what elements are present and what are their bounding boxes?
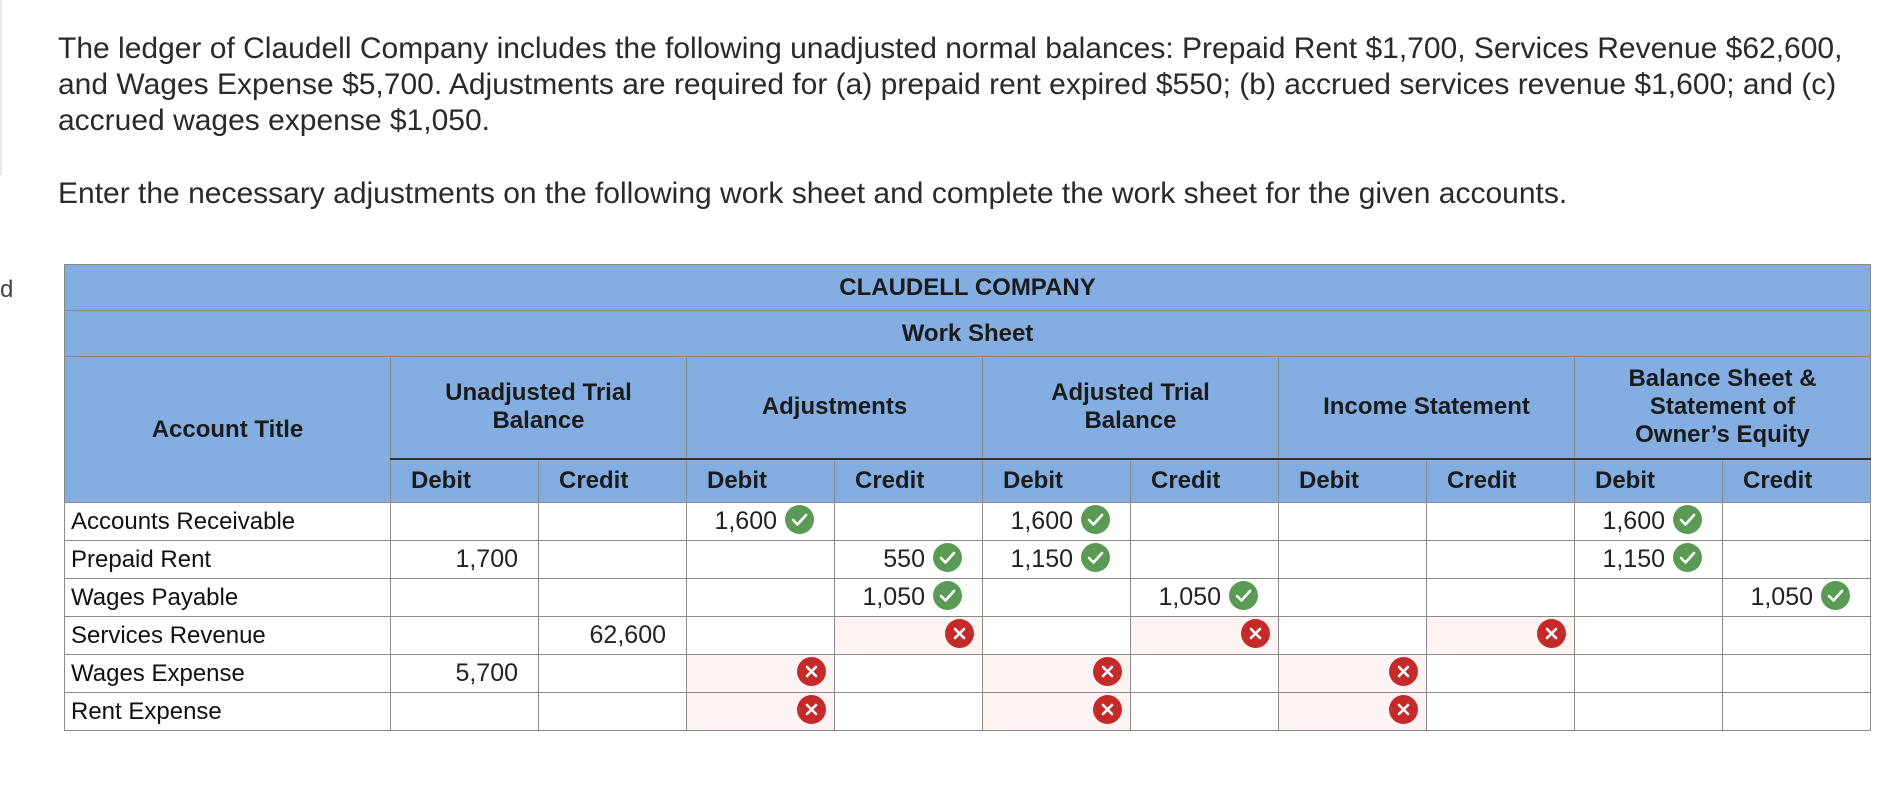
balance-cell: [539, 655, 687, 693]
answer-cell[interactable]: [1575, 541, 1723, 579]
answer-cell[interactable]: [1279, 579, 1427, 617]
group-header-line: Adjustments: [761, 393, 908, 421]
answer-cell[interactable]: [1723, 655, 1871, 693]
debit-header: Debit: [687, 459, 835, 503]
answer-cell[interactable]: [1131, 655, 1279, 693]
answer-cell[interactable]: [1575, 693, 1723, 731]
answer-cell[interactable]: [1723, 617, 1871, 655]
check-icon: [1081, 543, 1110, 572]
problem-statement: [58, 31, 1904, 139]
work-sheet-body: [65, 503, 1871, 731]
answer-cell[interactable]: [1575, 579, 1723, 617]
cell-value: 1,600: [1602, 506, 1665, 535]
check-icon: [1673, 505, 1702, 534]
balance-cell: [391, 541, 539, 579]
x-icon: [1241, 619, 1270, 648]
cell-value: 1,700: [455, 545, 518, 573]
x-icon: [945, 619, 974, 648]
debit-header: Debit: [391, 459, 539, 503]
balance-cell: [539, 693, 687, 731]
check-icon: [1673, 543, 1702, 572]
answer-cell[interactable]: [835, 541, 983, 579]
cell-value: 1,150: [1602, 544, 1665, 573]
answer-cell[interactable]: [1427, 541, 1575, 579]
group-header-line: Adjusted Trial: [1051, 379, 1210, 407]
instructions: Enter the necessary adjustments on the following work sheet and complete the work sheet for the given accounts.: [58, 177, 1568, 210]
account-title-cell: Prepaid Rent: [65, 541, 391, 579]
answer-cell[interactable]: [687, 693, 835, 731]
credit-header: Credit: [539, 459, 687, 503]
answer-cell[interactable]: [687, 617, 835, 655]
worksheet-row: [65, 693, 1871, 731]
account-title-cell: Rent Expense: [65, 693, 391, 731]
left-stub-text: d: [0, 276, 14, 303]
balance-cell: [539, 617, 687, 655]
group-header-unadjusted: [391, 357, 687, 459]
credit-header: Credit: [1131, 459, 1279, 503]
check-icon: [1081, 505, 1110, 534]
answer-cell[interactable]: [1131, 693, 1279, 731]
answer-cell[interactable]: [687, 541, 835, 579]
answer-cell[interactable]: [1427, 579, 1575, 617]
group-header-line: Income Statement: [1323, 393, 1530, 421]
answer-cell[interactable]: [1427, 503, 1575, 541]
balance-cell: [391, 503, 539, 541]
balance-cell: [539, 579, 687, 617]
x-icon: [1537, 619, 1566, 648]
debit-header: Debit: [983, 459, 1131, 503]
cell-value: 1,150: [1010, 544, 1073, 573]
group-header-balance-sheet: [1575, 357, 1871, 459]
credit-header: Credit: [835, 459, 983, 503]
x-icon: [1389, 657, 1418, 686]
balance-cell: [391, 655, 539, 693]
answer-cell[interactable]: [983, 655, 1131, 693]
answer-cell[interactable]: [1427, 617, 1575, 655]
account-title-cell: Wages Expense: [65, 655, 391, 693]
answer-cell[interactable]: [983, 693, 1131, 731]
worksheet-row: [65, 541, 1871, 579]
balance-cell: [391, 617, 539, 655]
answer-cell[interactable]: [1131, 503, 1279, 541]
x-icon: [1093, 695, 1122, 724]
answer-cell[interactable]: [1279, 503, 1427, 541]
balance-cell: [391, 693, 539, 731]
debit-header: Debit: [1575, 459, 1723, 503]
answer-cell[interactable]: [1575, 617, 1723, 655]
check-icon: [933, 543, 962, 572]
credit-header: Credit: [1723, 459, 1871, 503]
answer-cell[interactable]: [983, 617, 1131, 655]
answer-cell[interactable]: [1131, 579, 1279, 617]
answer-cell[interactable]: [1279, 655, 1427, 693]
group-header-income-statement: [1279, 357, 1575, 459]
cell-value: 1,050: [862, 582, 925, 611]
problem-line: The ledger of Claudell Company includes the following unadjusted normal balances: Prepaid Rent $1,700, Services Revenue $62,600,: [58, 32, 1843, 65]
cell-value: 1,600: [1010, 506, 1073, 535]
balance-cell: [539, 503, 687, 541]
answer-cell[interactable]: [687, 655, 835, 693]
answer-cell[interactable]: [1427, 693, 1575, 731]
answer-cell[interactable]: [1575, 503, 1723, 541]
answer-cell[interactable]: [687, 503, 835, 541]
cell-value: 1,600: [714, 506, 777, 535]
group-header-line: Balance: [1084, 407, 1177, 435]
answer-cell[interactable]: [1131, 617, 1279, 655]
answer-cell[interactable]: [835, 503, 983, 541]
group-header-line: Unadjusted Trial: [445, 379, 632, 407]
x-icon: [797, 695, 826, 724]
answer-cell[interactable]: [835, 617, 983, 655]
answer-cell[interactable]: [983, 579, 1131, 617]
answer-cell[interactable]: [835, 655, 983, 693]
answer-cell[interactable]: [1575, 655, 1723, 693]
group-header-adjustments: [687, 357, 983, 459]
group-header-line: Owner’s Equity: [1635, 421, 1810, 449]
answer-cell[interactable]: [687, 579, 835, 617]
worksheet-title: Work Sheet: [65, 311, 1871, 357]
worksheet-row: [65, 655, 1871, 693]
problem-line: accrued wages expense $1,050.: [58, 104, 490, 137]
x-icon: [1389, 695, 1418, 724]
cell-value: 62,600: [589, 621, 666, 649]
answer-cell[interactable]: [1427, 655, 1575, 693]
answer-cell[interactable]: [1131, 541, 1279, 579]
answer-cell[interactable]: [835, 579, 983, 617]
account-title-cell: Wages Payable: [65, 579, 391, 617]
left-margin-rule: [0, 0, 2, 175]
problem-line: and Wages Expense $5,700. Adjustments are required for (a) prepaid rent expired $550; (b) accrued services revenue $1,600; and (c): [58, 68, 1837, 101]
cell-value: 1,050: [1750, 582, 1813, 611]
x-icon: [1093, 657, 1122, 686]
answer-cell[interactable]: [983, 503, 1131, 541]
cell-value: 550: [883, 544, 925, 573]
account-title-cell: Accounts Receivable: [65, 503, 391, 541]
balance-cell: [391, 579, 539, 617]
balance-cell: [539, 541, 687, 579]
account-title-header: Account Title: [65, 357, 391, 503]
group-header-line: Statement of: [1649, 393, 1796, 421]
worksheet-row: [65, 617, 1871, 655]
group-header-adjusted: [983, 357, 1279, 459]
work-sheet-table: [64, 264, 1871, 731]
answer-cell[interactable]: [835, 693, 983, 731]
answer-cell[interactable]: [1723, 579, 1871, 617]
account-title-cell: Services Revenue: [65, 617, 391, 655]
answer-cell[interactable]: [1279, 541, 1427, 579]
group-header-line: Balance Sheet &: [1628, 365, 1817, 393]
answer-cell[interactable]: [983, 541, 1131, 579]
check-icon: [1229, 581, 1258, 610]
answer-cell[interactable]: [1723, 541, 1871, 579]
answer-cell[interactable]: [1279, 617, 1427, 655]
worksheet-row: [65, 579, 1871, 617]
x-icon: [797, 657, 826, 686]
check-icon: [933, 581, 962, 610]
debit-header: Debit: [1279, 459, 1427, 503]
cell-value: 1,050: [1158, 582, 1221, 611]
worksheet-row: [65, 503, 1871, 541]
check-icon: [1821, 581, 1850, 610]
check-icon: [785, 505, 814, 534]
group-header-line: Balance: [492, 407, 585, 435]
answer-cell[interactable]: [1279, 693, 1427, 731]
cell-value: 5,700: [455, 659, 518, 687]
company-name: CLAUDELL COMPANY: [65, 265, 1871, 311]
answer-cell[interactable]: [1723, 503, 1871, 541]
answer-cell[interactable]: [1723, 693, 1871, 731]
credit-header: Credit: [1427, 459, 1575, 503]
